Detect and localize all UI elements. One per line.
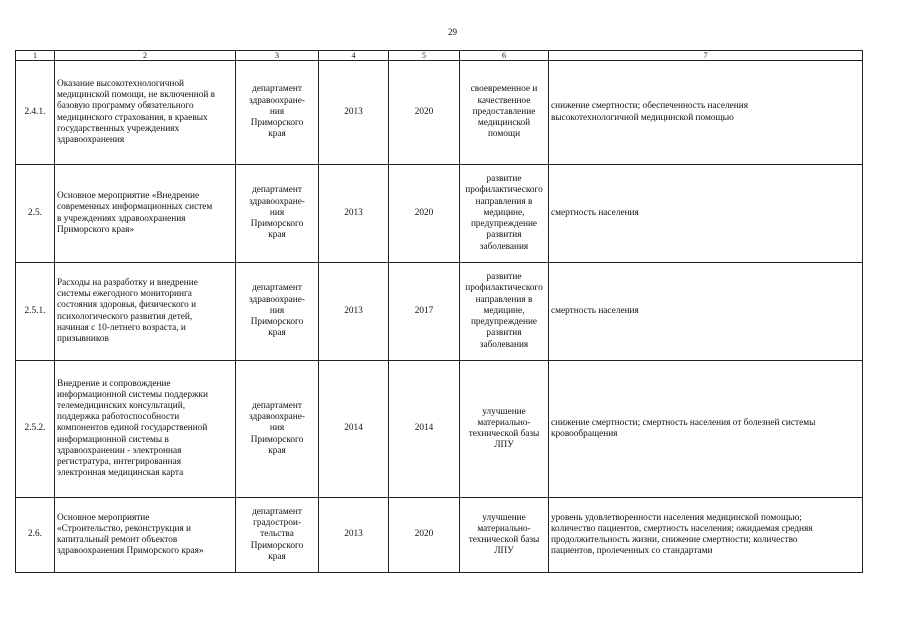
cell-line: департамент — [252, 506, 302, 517]
start-year: 2014 — [319, 361, 389, 498]
cell-line: Расходы на разработку и внедрение — [57, 277, 198, 288]
cell-line: Приморского — [250, 540, 304, 551]
table-row — [16, 165, 863, 263]
cell-line: ния — [269, 106, 285, 117]
cell-line: психологического развития детей, — [57, 311, 193, 322]
indicators — [549, 361, 863, 498]
column-header: 6 — [460, 51, 549, 61]
cell-line: Приморского края» — [57, 224, 135, 235]
cell-line: края — [268, 551, 286, 562]
activity-name — [55, 361, 236, 498]
executor — [236, 361, 319, 498]
cell-line: края — [268, 230, 286, 241]
cell-line: улучшение — [482, 406, 526, 417]
cell-line: Основное мероприятие — [57, 512, 150, 523]
expected-result — [460, 361, 549, 498]
start-year: 2013 — [319, 263, 389, 361]
cell-line: департамент — [252, 185, 302, 196]
cell-line: предоставление — [472, 106, 536, 117]
activity-name — [55, 498, 236, 573]
column-header: 5 — [389, 51, 460, 61]
cell-line: Приморского — [250, 434, 304, 445]
cell-line: департамент — [252, 400, 302, 411]
table-row — [16, 498, 863, 573]
cell-line: направления в — [475, 294, 533, 305]
column-header: 7 — [549, 51, 863, 61]
indicators — [549, 61, 863, 165]
cell-line: электронная медицинская карта — [57, 468, 184, 479]
cell-line: края — [268, 445, 286, 456]
cell-line: здравоохране- — [248, 196, 306, 207]
cell-line: своевременное и — [470, 84, 538, 95]
cell-line: материально- — [477, 417, 531, 428]
cell-line: медицинского страхования, в краевых — [57, 112, 208, 123]
expected-result — [460, 61, 549, 165]
cell-line: состояния здоровья, физического и — [57, 300, 197, 311]
cell-line: уровень удовлетворенности населения медицинской помощью; — [551, 512, 802, 523]
cell-line: Оказание высокотехнологичной — [57, 78, 184, 89]
cell-line: предупреждение — [470, 317, 538, 328]
cell-line: кровообращения — [551, 429, 618, 439]
table-row — [16, 263, 863, 361]
cell-line: тельства — [260, 529, 294, 540]
activity-name — [55, 61, 236, 165]
end-year: 2020 — [389, 165, 460, 263]
cell-line: здравоохранения — [57, 134, 125, 145]
cell-line: государственных учреждениях — [57, 123, 180, 134]
end-year: 2017 — [389, 263, 460, 361]
cell-line: смертность населения — [551, 207, 639, 218]
cell-line: телемедицинских консультаций, — [57, 400, 186, 411]
cell-line: регистратура, интегрированная — [57, 457, 182, 467]
cell-line: информационной системы поддержки — [57, 389, 208, 400]
cell-line: продолжительность жизни, снижение смертности; количество — [551, 535, 798, 545]
cell-line: помощи — [487, 129, 521, 140]
row-number: 2.5.2. — [16, 361, 55, 498]
row-number: 2.5. — [16, 165, 55, 263]
row-number: 2.5.1. — [16, 263, 55, 361]
cell-line: департамент — [252, 84, 302, 95]
column-header: 3 — [236, 51, 319, 61]
expected-result — [460, 498, 549, 573]
cell-line: смертность населения — [551, 305, 639, 316]
cell-line: высокотехнологичной медицинской помощью — [551, 112, 734, 123]
cell-line: Приморского — [250, 118, 304, 129]
cell-line: «Строительство, реконструкция и — [57, 523, 192, 534]
activity-name — [55, 263, 236, 361]
end-year: 2014 — [389, 361, 460, 498]
cell-line: ния — [269, 207, 285, 218]
cell-line: развитие — [486, 272, 522, 283]
cell-line: здравоохране- — [248, 294, 306, 305]
cell-line: системы ежегодного мониторинга — [57, 289, 192, 300]
column-header: 4 — [319, 51, 389, 61]
cell-line: поддержка работоспособности — [57, 412, 180, 423]
cell-line: медицинской помощи, не включенной в — [57, 90, 216, 101]
cell-line: здравоохранении - электронная — [57, 445, 182, 456]
cell-line: пациентов, пролеченных со стандартами — [551, 546, 713, 557]
executor — [236, 165, 319, 263]
start-year: 2013 — [319, 498, 389, 573]
activity-name — [55, 165, 236, 263]
cell-line: снижение смертности; обеспеченность населения — [551, 101, 749, 112]
expected-result — [460, 263, 549, 361]
page-number: 29 — [448, 27, 457, 37]
cell-line: здравоохране- — [248, 95, 306, 106]
cell-line: технической базы — [468, 535, 540, 545]
indicators — [549, 263, 863, 361]
cell-line: ния — [269, 423, 285, 434]
cell-line: предупреждение — [470, 219, 538, 230]
cell-line: современных информационных систем — [57, 202, 213, 213]
cell-line: края — [268, 129, 286, 140]
cell-line: здравоохране- — [248, 412, 306, 423]
cell-line: в учреждениях здравоохранения — [57, 213, 186, 224]
cell-line: количество пациентов, смертность населения; ожидаемая средняя — [551, 523, 813, 534]
start-year: 2013 — [319, 165, 389, 263]
cell-line: качественное — [477, 95, 531, 106]
cell-line: департамент — [252, 283, 302, 294]
cell-line: базовую программу обязательного — [57, 101, 194, 112]
cell-line: развитие — [486, 174, 522, 185]
cell-line: компонентов единой государственной — [57, 423, 208, 434]
cell-line: призывников — [57, 333, 109, 344]
cell-line: профилактического — [465, 185, 543, 196]
cell-line: Основное мероприятие «Внедрение — [57, 191, 200, 202]
cell-line: снижение смертности; смертность населения от болезней системы — [551, 417, 816, 428]
column-header: 2 — [55, 51, 236, 61]
cell-line: Приморского — [250, 317, 304, 328]
cell-line: развития — [486, 328, 522, 339]
cell-line: заболевания — [479, 339, 529, 350]
cell-line: здравоохранения Приморского края» — [57, 546, 204, 557]
cell-line: развития — [486, 230, 522, 241]
cell-line: информационной системы в — [57, 434, 169, 445]
table-row — [16, 61, 863, 165]
row-number: 2.6. — [16, 498, 55, 573]
executor — [236, 263, 319, 361]
cell-line: медицинской — [477, 118, 531, 129]
executor — [236, 498, 319, 573]
cell-line: Внедрение и сопровождение — [57, 378, 171, 389]
expected-result — [460, 165, 549, 263]
cell-line: материально- — [477, 523, 531, 534]
cell-line: Приморского — [250, 219, 304, 230]
indicators — [549, 165, 863, 263]
cell-line: профилактического — [465, 283, 543, 294]
cell-line: улучшение — [482, 512, 526, 523]
table-header-row — [16, 51, 863, 61]
indicators — [549, 498, 863, 573]
cell-line: края — [268, 328, 286, 339]
cell-line: начиная с 10-летнего возраста, и — [57, 322, 186, 333]
start-year: 2013 — [319, 61, 389, 165]
cell-line: ЛПУ — [494, 546, 514, 557]
executor — [236, 61, 319, 165]
cell-line: медицине, — [483, 305, 525, 316]
cell-line: ния — [269, 305, 285, 316]
row-number: 2.4.1. — [16, 61, 55, 165]
cell-line: заболевания — [479, 241, 529, 252]
cell-line: капитальный ремонт объектов — [57, 535, 178, 545]
table-row — [16, 361, 863, 498]
end-year: 2020 — [389, 61, 460, 165]
end-year: 2020 — [389, 498, 460, 573]
program-table — [15, 50, 863, 573]
column-header: 1 — [16, 51, 55, 61]
cell-line: медицине, — [483, 207, 525, 218]
cell-line: технической базы — [468, 429, 540, 439]
cell-line: направления в — [475, 196, 533, 207]
cell-line: ЛПУ — [494, 440, 514, 451]
cell-line: градострои- — [253, 518, 301, 529]
